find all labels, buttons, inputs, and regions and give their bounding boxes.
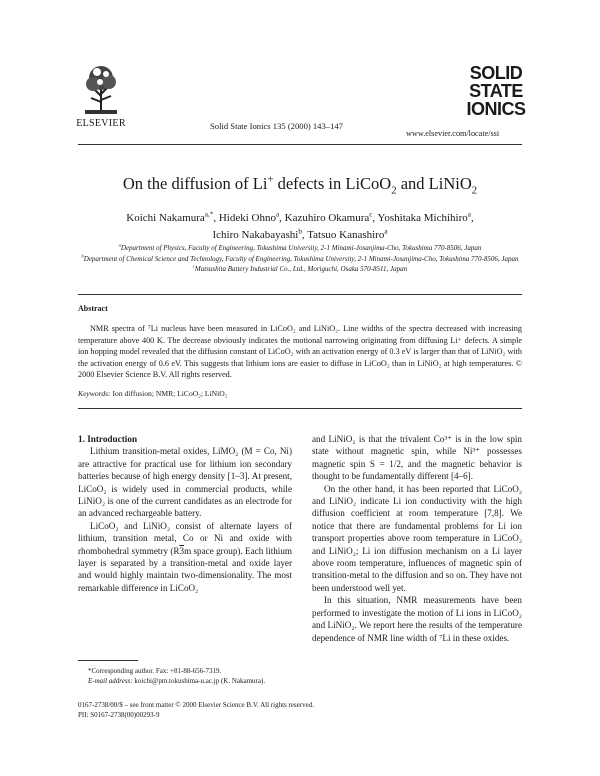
abstract-top-rule	[78, 294, 522, 295]
author: Yoshitaka Michihiro	[377, 212, 468, 224]
journal-logo	[456, 64, 536, 118]
paragraph: On the other hand, it has been reported that LiCoO₂ and LiNiO₂ indicate Li ion conductivity with the high diffusion coefficient at room temperature [7,8]. We notice that there are fundamental problems for Li ion transport properties above room temperature in LiCoO₂ and LiNiO₂; Li ion diffusion mechanism on a Li layer above room temperature, influences of magnetic spin of transition-metal to the diffusion and so on. They have not been understood well yet.	[312, 483, 522, 593]
journal-reference: Solid State Ionics 135 (2000) 143–147	[210, 121, 343, 131]
paragraph: In this situation, NMR measurements have been performed to investigate the motion of Li ions in LiCoO₂ and LiNiO₂. We report here the results of the temperature dependence of NMR line width of ⁷Li in these oxides.	[312, 595, 522, 643]
author: Kazuhiro Okamura	[284, 212, 370, 224]
journal-logo-line: SOLID	[469, 63, 523, 83]
author-list: Koichi Nakamura$^{a,*}$, Hideki Ohno$^a$, Kazuhiro Okamura$^c$, Yoshitaka Michihiro$^a$, Ichiro Nakabayashi$^b$, Tatsuo Kanashiro$^a$	[126, 210, 474, 241]
publisher-name: ELSEVIER	[76, 118, 126, 129]
abstract-heading: Abstract	[78, 304, 108, 313]
affiliation: $^b$Department of Chemical Science and Technology, Faculty of Engineering, Tokushima University, 2-1 Minami-Josanjima-Cho, Tokushima 770-8506, Japan	[81, 253, 519, 263]
paragraph: Lithium transition-metal oxides, LiMO₂ (M = Co, Ni) are attractive for practical use for lithium ion secondary batteries because of high energy density [1–3]. At present, LiCoO₂ is widely used in commercial products, while LiNiO₂ is one of the current candidates as an electrode for an advanced rechargeable battery.	[78, 446, 292, 519]
journal-website-link[interactable]: www.elsevier.com/locate/ssi	[406, 129, 500, 138]
affiliation: $^c$Matsushita Battery Industrial Co., Ltd., Moriguchi, Osaka 570-8511, Japan	[192, 263, 408, 273]
abstract-bottom-rule	[78, 408, 522, 409]
affiliation: $^a$Department of Physics, Faculty of Engineering, Tokushima University, 2-1 Minami-Josanjima-Cho, Tokushima 770-8506, Japan	[118, 242, 482, 252]
corresponding-author-footnote: *Corresponding author. Fax: +81-88-656-7319. E-mail address: koichi@pm.tokushima-u.ac.jp (K. Nakamura).	[88, 667, 266, 685]
author: Tatsuo Kanashiro	[307, 229, 385, 241]
journal-logo-line: STATE	[469, 81, 523, 101]
paragraph: LiCoO₂ and LiNiO₂ consist of alternate layers of lithium, transition metal, Co or Ni and oxide with rhombohedral symmetry (R3m space group). Each lithium layer is separated by a transition-metal and oxide layer and would highly maintain two-dimensionality. The most remarkable difference in LiCoO₂	[78, 520, 292, 593]
abstract-text: NMR spectra of ⁷Li nucleus have been measured in LiCoO₂ and LiNiO₂. Line widths of the spectra decreased with increasing temperature above 400 K. The decrease obviously indicates the motional narrowing originating from diffusing Li⁺ defects. A simple ion hopping model revealed that the diffusion constant of LiCoO₂ with an activation energy of 0.3 eV is larger than that of LiNiO₂ with the activation energy of 0.6 eV. This suggests that lithium ions are easier to diffuse in LiCoO₂ than in LiNiO₂ at high temperatures. © 2000 Elsevier Science B.V. All rights reserved.	[78, 324, 522, 380]
author: Hideki Ohno	[218, 212, 276, 224]
journal-logo-line: IONICS	[466, 99, 526, 119]
affiliations	[70, 243, 530, 275]
footnote-rule	[78, 660, 138, 661]
keywords: Keywords: Ion diffusion; NMR; LiCoO₂; LiNiO₂	[78, 389, 228, 398]
email-link[interactable]: koichi@pm.tokushima-u.ac.jp (K. Nakamura).	[134, 677, 266, 685]
elsevier-tree-icon	[81, 60, 121, 116]
header-rule	[78, 144, 522, 145]
body-column-right	[312, 433, 522, 644]
article-title: On the diffusion of Li+ defects in LiCoO$_2$ and LiNiO$_2$	[122, 173, 478, 197]
section-heading: 1. Introduction	[78, 434, 138, 444]
author: Ichiro Nakabayashi	[212, 229, 299, 241]
copyright-footer: 0167-2738/00/$ – see front matter © 2000 Elsevier Science B.V. All rights reserved. PII: S0167-2738(00)00293-9	[78, 701, 314, 719]
paragraph: and LiNiO₂ is that the trivalent Co³⁺ is in the low spin state without magnetic spin, while Ni³⁺ possesses magnetic spin S = 1/2, and the magnetic behavior is thought to be fundamentally different [4–6].	[312, 434, 522, 482]
body-column-left	[78, 433, 292, 594]
author: Koichi Nakamura	[126, 212, 205, 224]
publisher-logo	[70, 60, 132, 129]
